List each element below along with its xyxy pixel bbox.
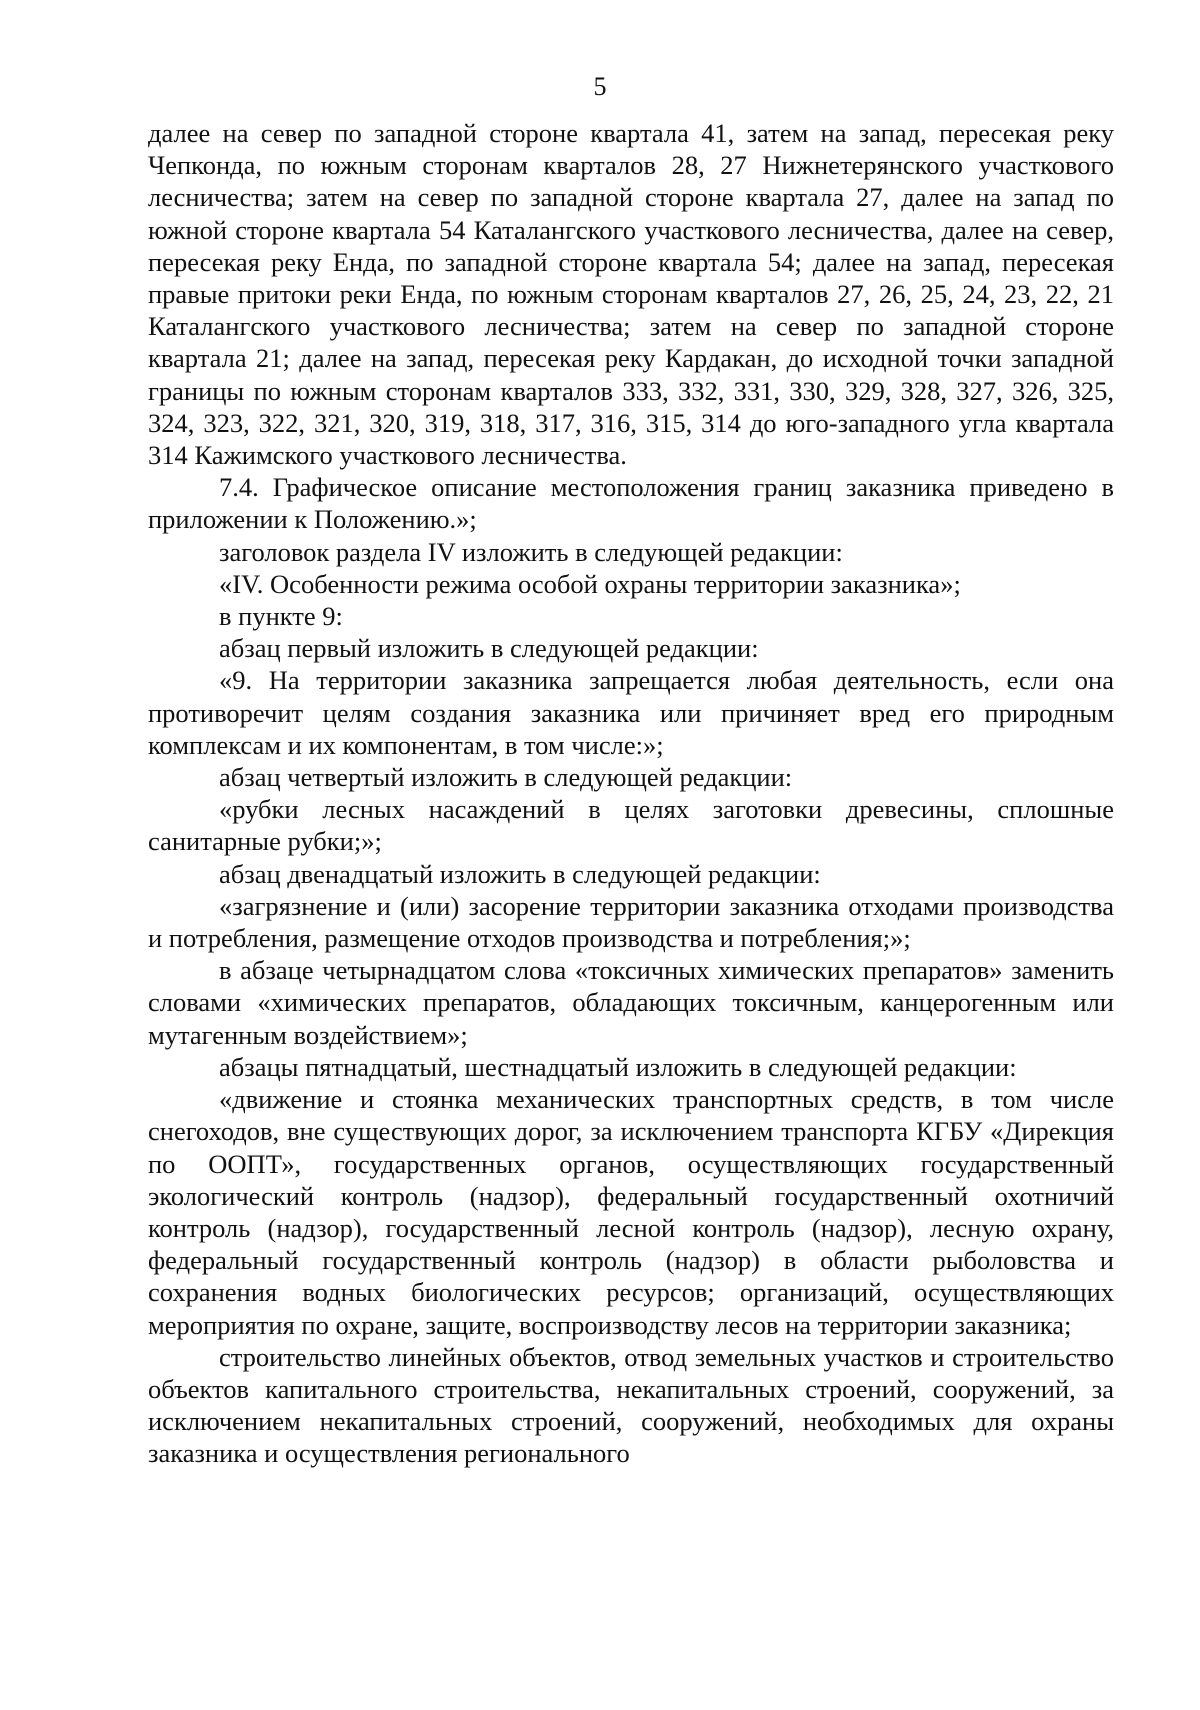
- page-number: 5: [593, 72, 607, 101]
- paragraph: абзацы пятнадцатый, шестнадцатый изложить в следующей редакции:: [219, 1051, 1017, 1082]
- paragraph: «рубки лесных насаждений в целях заготовки древесины, сплошные санитарные рубки;»;: [148, 794, 1114, 857]
- paragraph: далее на север по западной стороне квартала 41, затем на запад, пересекая реку Чепконда, по южным сторонам кварталов 28, 27 Нижнетерянского участкового лесничества; затем на север по западной стороне квартала 27, далее на запад по южной стороне квартала 54 Каталангского участкового лесничества, далее на север, пересекая реку Енда, по западной стороне квартала 54; далее на запад, пересекая правые притоки реки Енда, по южным сторонам кварталов 27, 26, 25, 24, 23, 22, 21 Каталангского участкового лесничества; затем на север по западной стороне квартала 21; далее на запад, пересекая реку Кардакан, до исходной точки западной границы по южным сторонам кварталов 333, 332, 331, 330, 329, 328, 327, 326, 325, 324, 323, 322, 321, 320, 319, 318, 317, 316, 315, 314 до юго-западного угла квартала 314 Кажимского участкового лесничества.: [148, 118, 1114, 471]
- paragraph: «движение и стоянка механических транспортных средств, в том числе снегоходов, вне существующих дорог, за исключением транспорта КГБУ «Дирекция по ООПТ», государственных органов, осуществляющих государственный экологический контроль (надзор), федеральный государственный охотничий контроль (надзор), государственный лесной контроль (надзор), лесную охрану, федеральный государственный контроль (надзор) в области рыболовства и сохранения водных биологических ресурсов; организаций, осуществляющих мероприятия по охране, защите, воспроизводству лесов на территории заказника;: [148, 1084, 1114, 1340]
- paragraph: абзац двенадцатый изложить в следующей редакции:: [219, 858, 821, 889]
- paragraph: в абзаце четырнадцатом слова «токсичных химических препаратов» заменить словами «химических препаратов, обладающих токсичным, канцерогенным или мутагенным воздействием»;: [148, 955, 1114, 1050]
- paragraph: 7.4. Графическое описание местоположения границ заказника приведено в приложении к Положению.»;: [148, 472, 1114, 535]
- paragraph: «загрязнение и (или) засорение территории заказника отходами производства и потребления, размещение отходов производства и потребления;»;: [148, 890, 1114, 954]
- paragraph: «9. На территории заказника запрещается любая деятельность, если она противоречит целям создания заказника или причиняет вред его природным комплексам и их компонентам, в том числе:»;: [148, 665, 1114, 760]
- paragraph: абзац первый изложить в следующей редакции:: [219, 633, 759, 664]
- paragraph: абзац четвертый изложить в следующей редакции:: [219, 762, 793, 793]
- paragraph: в пункте 9:: [219, 601, 343, 632]
- paragraph: заголовок раздела IV изложить в следующей редакции:: [219, 536, 843, 567]
- paragraph: строительство линейных объектов, отвод земельных участков и строительство объектов капитального строительства, некапитальных строений, сооружений, за исключением некапитальных строений, сооружений, необходимых для охраны заказника и осуществления регионального: [148, 1341, 1114, 1469]
- document-body: [148, 117, 1114, 1470]
- paragraph: «IV. Особенности режима особой охраны территории заказника»;: [219, 568, 961, 599]
